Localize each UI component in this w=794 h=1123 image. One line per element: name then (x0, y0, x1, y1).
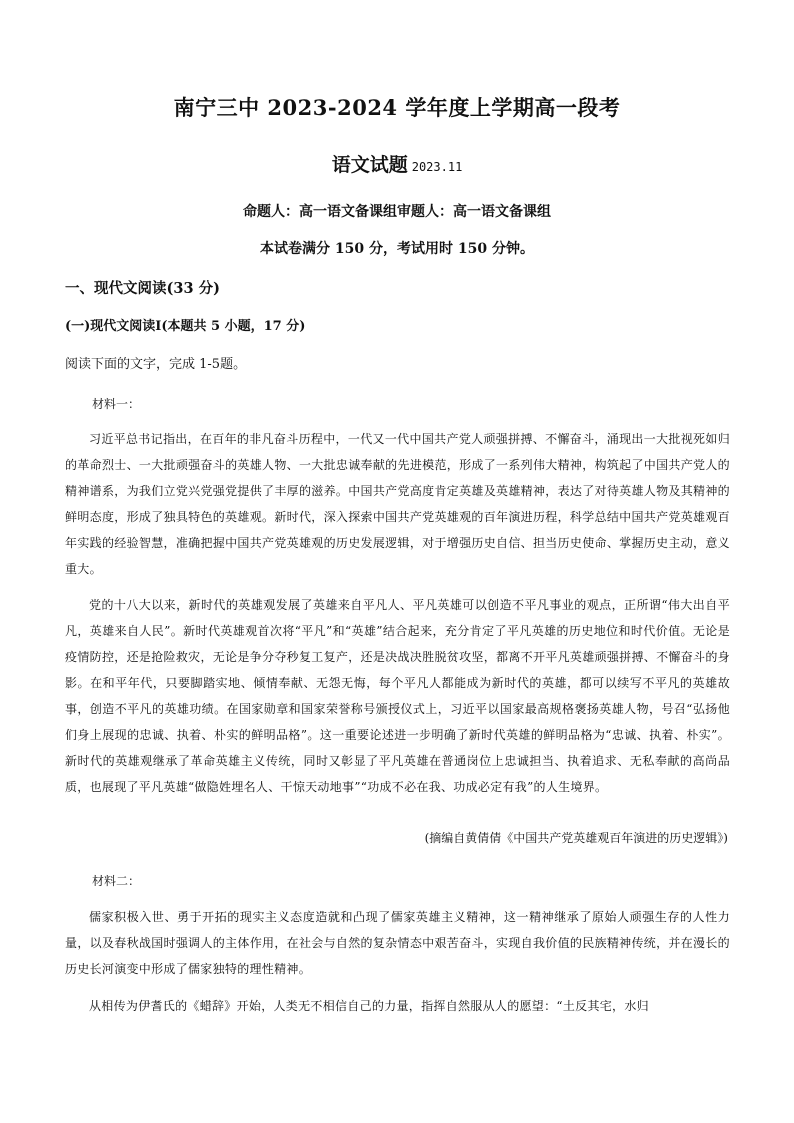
material-one-paragraph-2: 党的十八大以来，新时代的英雄观发展了英雄来自平凡人、平凡英雄可以创造不平凡事业的观点，正所谓“伟大出自平凡，英雄来自人民”。新时代英雄观首次将“平凡”和“英雄”结合起来，充分肯定了平凡英雄的历史地位和时代价值。无论是疫情防控，还是抢险救灾，无论是争分夺秒复工复产，还是决战决胜脱贫攻坚，都离不开平凡英雄顽强拼搏、不懈奋斗的身影。在和平年代，只要脚踏实地、倾情奉献、无怨无悔，每个平凡人都能成为新时代的英雄，都可以续写不平凡的英雄故事，创造不平凡的英雄功绩。在国家勋章和国家荣誉称号颁授仪式上，习近平以国家最高规格褒扬英雄人物，号召“弘扬他们身上展现的忠诚、执着、朴实的鲜明品格”。这一重要论述进一步明确了新时代英雄的鲜明品格为“忠诚、执着、朴实”。新时代的英雄观继承了革命英雄主义传统，同时又彰显了平凡英雄在普通岗位上忠诚担当、执着追求、无私奉献的高尚品质，也展现了平凡英雄“做隐姓埋名人、干惊天动地事”“功成不必在我、功成必定有我”的人生境界。 (65, 598, 730, 794)
reading-instruction: 阅读下面的文字，完成 1-5题。 (65, 357, 247, 372)
subject-title: 语文试题 (331, 154, 408, 176)
exam-date: 2023.11 (411, 160, 463, 174)
setters-line: 命题人：高一语文备课组审题人：高一语文备课组 (243, 204, 551, 220)
exam-title: 南宁三中 2023-2024 学年度上学期高一段考 (173, 95, 621, 120)
material-one-label: 材料一： (92, 397, 141, 411)
exam-subtitle (0, 150, 794, 177)
section-heading: 一、现代文阅读(33 分) (65, 280, 220, 297)
material-two-label: 材料二： (92, 874, 141, 888)
material-one-source: (摘编自黄倩倩《中国共产党英雄观百年演进的历史逻辑》) (424, 831, 728, 845)
material-two-paragraph-2: 从相传为伊耆氏的《蜡辞》开始，人类无不相信自己的力量，指挥自然服从人的愿望：“土反其宅，水归 (89, 999, 649, 1013)
material-two-paragraph-1: 儒家积极入世、勇于开拓的现实主义态度造就和凸现了儒家英雄主义精神，这一精神继承了原始人顽强生存的人性力量，以及春秋战国时强调人的主体作用，在社会与自然的复杂情态中艰苦奋斗，实现自我价值的民族精神传统，并在漫长的历史长河演变中形成了儒家独特的理性精神。 (65, 910, 730, 976)
material-one-paragraph-1: 习近平总书记指出，在百年的非凡奋斗历程中，一代又一代中国共产党人顽强拼搏、不懈奋斗，涌现出一大批视死如归的革命烈士、一大批顽强奋斗的英雄人物、一大批忠诚奉献的先进模范，形成了一系列伟大精神，构筑起了中国共产党人的精神谱系，为我们立党兴党强党提供了丰厚的滋养。中国共产党高度肯定英雄及英雄精神，表达了对待英雄人物及其精神的鲜明态度，形成了独具特色的英雄观。新时代，深入探索中国共产党英雄观的百年演进历程，科学总结中国共产党英雄观百年实践的经验智慧，准确把握中国共产党英雄观的历史发展逻辑，对于增强历史自信、担当历史使命、掌握历史主动，意义重大。 (65, 432, 730, 576)
sub-section-heading: (一)现代文阅读Ⅰ(本题共 5 小题，17 分) (65, 319, 306, 334)
score-info: 本试卷满分 150 分，考试用时 150 分钟。 (260, 241, 534, 257)
